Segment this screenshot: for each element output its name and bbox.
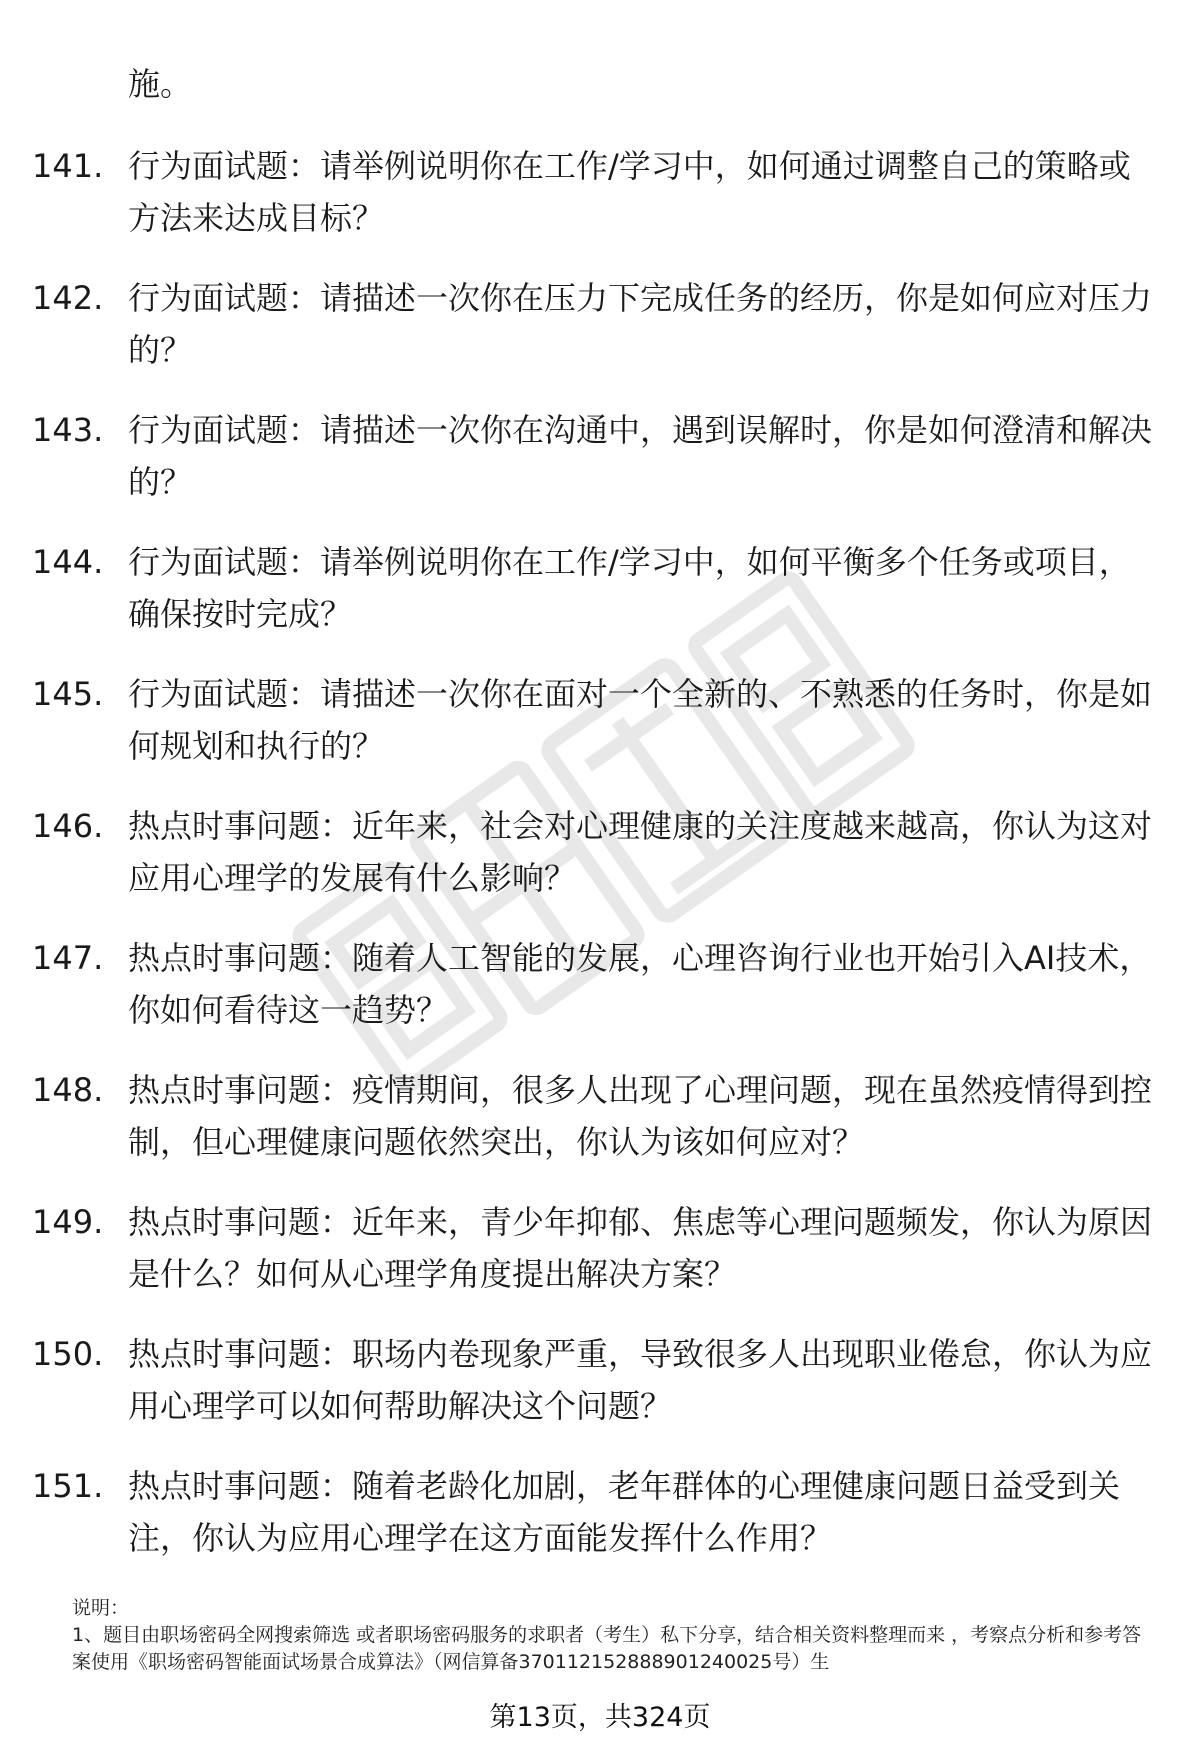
question-text: 热点时事问题：随着老龄化加剧，老年群体的心理健康问题日益受到关注，你认为应用心理学在这方面能发挥什么作用？ [128, 1467, 1121, 1557]
question-number: 147. [32, 939, 104, 977]
question-item [0, 1328, 1200, 1460]
question-number: 146. [32, 807, 104, 845]
question-number: 149. [32, 1203, 104, 1241]
question-item [0, 932, 1200, 1064]
question-text: 行为面试题：请描述一次你在沟通中，遇到误解时，你是如何澄清和解决的？ [128, 411, 1153, 501]
question-text: 行为面试题：请描述一次你在压力下完成任务的经历，你是如何应对压力的？ [128, 279, 1153, 369]
question-item [0, 404, 1200, 536]
notes-line: 1、题目由职场密码全网搜索筛选 或者职场密码服务的求职者（考生）私下分享，结合相关资料整理而来 ，考察点分析和参考答案使用《职场密码智能面试场景合成算法》（网信算备370112152888901240025号）生 [72, 1624, 1142, 1673]
question-number: 148. [32, 1071, 104, 1109]
question-number: 142. [32, 279, 104, 317]
question-item [0, 1064, 1200, 1196]
question-item [0, 668, 1200, 800]
question-number: 151. [32, 1467, 104, 1505]
page-indicator: 第13页，共324页 [489, 1702, 711, 1733]
question-text: 行为面试题：请举例说明你在工作/学习中，如何平衡多个任务或项目，确保按时完成？ [128, 543, 1131, 633]
question-item [0, 1196, 1200, 1328]
question-text: 热点时事问题：近年来，青少年抑郁、焦虑等心理问题频发，你认为原因是什么？如何从心理学角度提出解决方案？ [128, 1203, 1153, 1293]
question-item [0, 140, 1200, 272]
question-text: 热点时事问题：随着人工智能的发展，心理咨询行业也开始引入AI技术，你如何看待这一趋势？ [128, 939, 1152, 1029]
question-number: 144. [32, 543, 104, 581]
question-item [0, 536, 1200, 668]
question-text: 热点时事问题：近年来，社会对心理健康的关注度越来越高，你认为这对应用心理学的发展有什么影响？ [128, 807, 1153, 897]
continuation-text: 施。 [128, 65, 193, 103]
question-text: 行为面试题：请描述一次你在面对一个全新的、不熟悉的任务时，你是如何规划和执行的？ [128, 675, 1153, 765]
question-text: 热点时事问题：职场内卷现象严重，导致很多人出现职业倦怠，你认为应用心理学可以如何帮助解决这个问题？ [128, 1335, 1153, 1425]
question-list [0, 140, 1200, 1592]
question-item [0, 1460, 1200, 1592]
notes-heading: 说明： [72, 1597, 130, 1619]
question-item [0, 800, 1200, 932]
question-item [0, 272, 1200, 404]
notes-section [72, 1595, 1152, 1676]
question-text: 热点时事问题：疫情期间，很多人出现了心理问题，现在虽然疫情得到控制，但心理健康问题依然突出，你认为该如何应对？ [128, 1071, 1153, 1161]
question-number: 145. [32, 675, 104, 713]
question-text: 行为面试题：请举例说明你在工作/学习中，如何通过调整自己的策略或方法来达成目标？ [128, 147, 1131, 237]
question-number: 150. [32, 1335, 104, 1373]
question-number: 141. [32, 147, 104, 185]
question-number: 143. [32, 411, 104, 449]
